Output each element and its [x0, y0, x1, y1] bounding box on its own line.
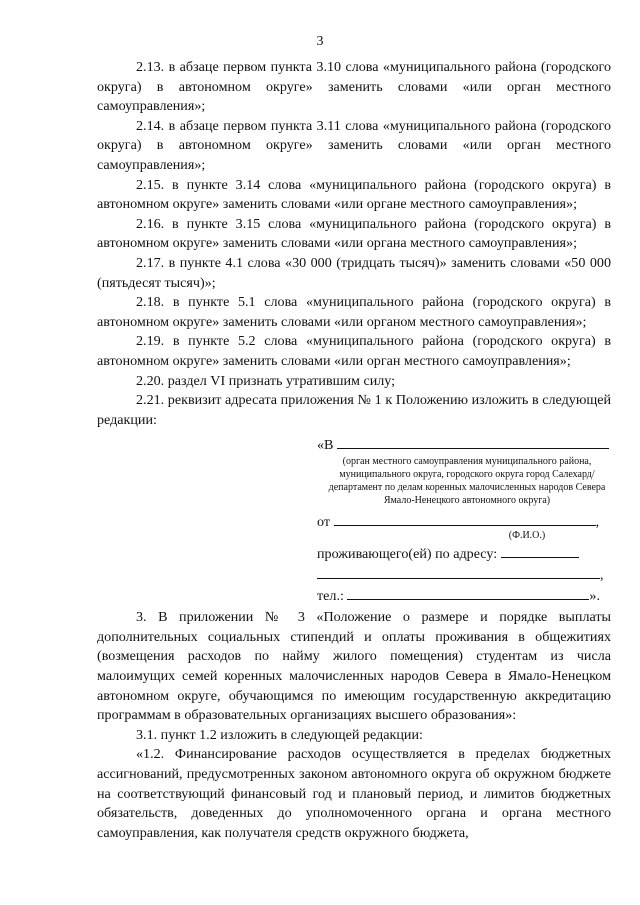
paragraph-2-21: 2.21. реквизит адресата приложения № 1 к Положению изложить в следующей редакции:: [97, 392, 611, 428]
requisite-address-label: проживающего(ей) по адресу:: [317, 546, 498, 563]
paragraph-3-1: 3.1. пункт 1.2 изложить в следующей редакции:: [136, 726, 423, 743]
paragraph-2-18: 2.18. в пункте 5.1 слова «муниципального района (городского округа) в автономном округе» заменить словами «или органом местного самоуправления»;: [97, 294, 611, 330]
requisite-tel-row: [317, 585, 617, 606]
requisite-to-prefix: «В: [317, 437, 334, 454]
requisite-to-row: [317, 434, 617, 455]
paragraph-2-15: 2.15. в пункте 3.14 слова «муниципального района (городского округа) в автономном округе» заменить словами «или органе местного самоуправления»;: [97, 176, 611, 213]
paragraph-2-14: 2.14. в абзаце первом пункта 3.11 слова «муниципального района (городского округа) в автономном округе» заменить словами «или орган местного самоуправления»;: [97, 117, 611, 173]
requisite-tel-label: тел.:: [317, 588, 344, 605]
addressee-requisite: [317, 434, 617, 606]
requisite-from-line: [334, 511, 596, 526]
requisite-address-row: [317, 543, 617, 564]
requisite-address-suffix: ,: [600, 567, 604, 584]
document-body: [97, 58, 611, 843]
paragraph-2-16: 2.16. в пункте 3.15 слова «муниципального района (городского округа) в автономном округе» заменить словами «или органа местного самоуправления»;: [97, 215, 611, 252]
paragraph-2-13: 2.13. в абзаце первом пункта 3.10 слова «муниципального района (городского округа) в автономном округе» заменить словами «или орган местного самоуправления»;: [97, 59, 611, 115]
requisite-to-line: [337, 434, 609, 449]
requisite-address-line-2: [317, 564, 600, 579]
requisite-from-prefix: от: [317, 514, 331, 531]
requisite-tel-line: [347, 585, 589, 600]
requisite-address-line: [501, 543, 579, 558]
requisite-organ-note: (орган местного самоуправления муниципального района, муниципального округа, городского округа город Салехард/ департамент по делам коренных малочисленных народов Севера Ямало-Ненецкого автономного округа): [328, 456, 606, 507]
page-number: 3: [316, 34, 324, 49]
paragraph-2-17: 2.17. в пункте 4.1 слова «30 000 (тридцать тысяч)» заменить словами «50 000 (пятьдесят тысяч)»;: [97, 254, 611, 291]
paragraph-1-2: «1.2. Финансирование расходов осуществляется в пределах бюджетных ассигнований, предусмотренных законом автономного округа об окружном бюджете на соответствующий финансовый год и плановый период, и лимитов бюджетных обязательств, доведенных до уполномоченного органа и органа местного самоуправления, как получателя средств окружного бюджета,: [97, 746, 611, 841]
paragraph-2-19: 2.19. в пункте 5.2 слова «муниципального района (городского округа) в автономном округе» заменить словами «или орган местного самоуправления»;: [97, 333, 611, 369]
requisite-fio-note: (Ф.И.О.): [508, 530, 546, 542]
paragraph-3: 3. В приложении № 3 «Положение о размере и порядке выплаты дополнительных социальных стипендий и оплаты проживания в общежитиях (возмещения расходов по найму жилого помещения) студентам из числа малоимущих семей коренных малочисленных народов Севера в Ямало-Ненецком автономном округе, обучающимся по имеющим государственную аккредитацию программам в образовательных организациях высшего образования»:: [97, 609, 611, 724]
requisite-from-suffix: ,: [595, 514, 600, 531]
requisite-tel-suffix: ».: [589, 588, 600, 605]
paragraph-2-20: 2.20. раздел VI признать утратившим силу;: [136, 372, 396, 389]
requisite-from-row: [317, 511, 617, 532]
requisite-address-row-2: [317, 564, 617, 585]
